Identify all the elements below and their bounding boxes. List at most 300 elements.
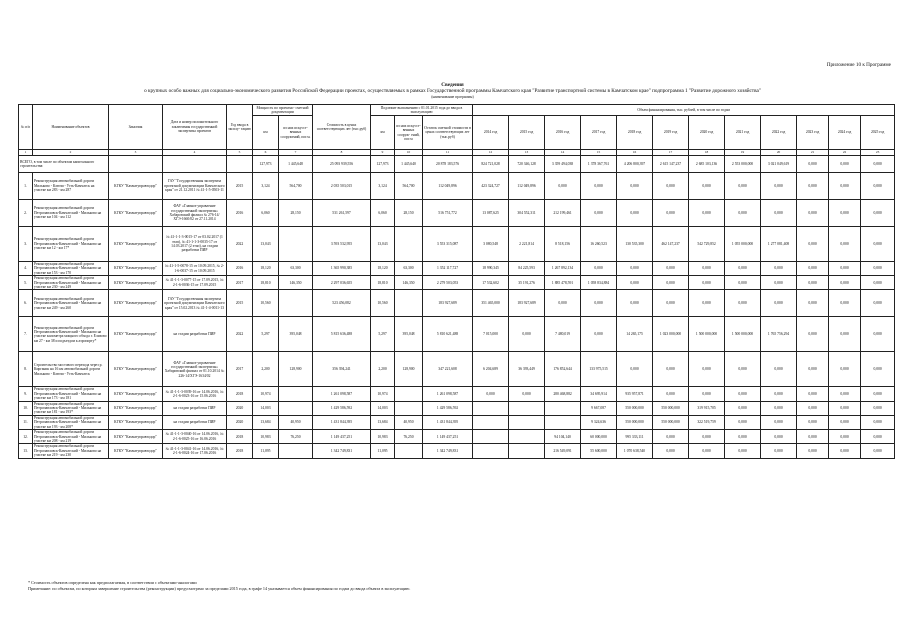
column-number: 5 (227, 150, 253, 156)
cell-year-value: 212 199,461 (545, 200, 581, 227)
cell-cust: КГКУ "Камчатуправтодор" (109, 352, 163, 387)
cell-year-value: 0,000 (689, 444, 725, 458)
cell-year-value: 0,000 (581, 317, 617, 352)
column-number: 23 (861, 150, 895, 156)
total-approval (163, 156, 227, 173)
cell-rem: 112 049,896 (423, 173, 473, 200)
cell-year-value: 0,000 (617, 173, 653, 200)
cell-dkm: 10,983 (371, 430, 395, 444)
cell-year-value: 16 260,523 (581, 227, 617, 262)
projects-table-body (19, 156, 895, 459)
cell-year-value: 0,000 (861, 227, 895, 262)
cell-year-value: 0,000 (861, 276, 895, 290)
cell-approval: на стадии разработки ПИР (163, 415, 227, 429)
cell-year: 2017 (227, 352, 253, 387)
cell-cust: КГКУ "Камчатуправтодор" (109, 387, 163, 401)
cell-year-value: 112 049,896 (509, 173, 545, 200)
total-year-value: 0,000 (829, 156, 861, 173)
cell-cost: 1 365 990,385 (313, 262, 371, 276)
cell-year-value: 0,000 (689, 290, 725, 317)
total-km: 127,973 (253, 156, 279, 173)
header-year-2024: 2024 год (829, 116, 861, 150)
cell-year-value: 935 957,871 (617, 387, 653, 401)
total-year-value: 824 721,028 (473, 156, 509, 173)
cell-year-value: 0,000 (725, 415, 761, 429)
cell-km: 6,060 (253, 200, 279, 227)
cell-year-value: 60 000,000 (581, 430, 617, 444)
cell-km: 13,684 (253, 415, 279, 429)
header-year-2017: 2017 год (581, 116, 617, 150)
cell-year-value: 130 535,300 (617, 227, 653, 262)
cell-year-value: 0,000 (725, 387, 761, 401)
cell-year-value: 0,000 (861, 317, 895, 352)
cell-cust: КГКУ "Камчатуправтодор" (109, 200, 163, 227)
cell-year: 2018 (227, 430, 253, 444)
total-year-value: 0,000 (861, 156, 895, 173)
cell-year-value: 0,000 (617, 290, 653, 317)
cell-dm (395, 401, 423, 415)
cell-year-value: 55 600,000 (581, 444, 617, 458)
column-number: 11 (423, 150, 473, 156)
cell-dm: 63,300 (395, 262, 423, 276)
cell-dkm: 10,560 (371, 290, 395, 317)
cell-n: 11. (19, 415, 33, 429)
projects-table-wrapper (18, 104, 890, 459)
cell-year-value: 7 015,000 (473, 317, 509, 352)
column-number: 22 (829, 150, 861, 156)
cell-cust: КГКУ "Камчатуправтодор" (109, 262, 163, 276)
projects-table (18, 104, 895, 459)
cell-km: 13,043 (253, 227, 279, 262)
column-number: 4 (163, 150, 227, 156)
cell-year-value: 0,000 (797, 444, 829, 458)
column-number: 20 (761, 150, 797, 156)
cell-rem: 1 352 117,727 (423, 262, 473, 276)
cell-year-value: 14 265,175 (617, 317, 653, 352)
cell-cost: 1 429 586,592 (313, 401, 371, 415)
cell-year-value: 0,000 (829, 430, 861, 444)
total-row (19, 156, 895, 173)
cell-year-value: 0,000 (653, 352, 689, 387)
cell-year-value: 0,000 (829, 444, 861, 458)
cell-year-value: 0,000 (797, 262, 829, 276)
cell-year-value: 550 000,000 (653, 401, 689, 415)
cell-year-value: 0,000 (761, 430, 797, 444)
cell-name: Реконструкция автомобильной дороги Петропавловск-Камчатский - Мильково на участке км 12 - км 17* (33, 227, 109, 262)
cell-year-value: 35 191,276 (509, 276, 545, 290)
column-number: 18 (689, 150, 725, 156)
cell-cust: КГКУ "Камчатуправтодор" (109, 227, 163, 262)
cell-year-value: 0,000 (761, 200, 797, 227)
cell-dkm: 5,297 (371, 317, 395, 352)
cell-year-value: 6 204,689 (473, 352, 509, 387)
cell-approval: № 41-1-1-3-0077-15 от 17.09.2015, № 2-1-6-0036-15 от 17.09.2015 (163, 276, 227, 290)
cell-m: 128,900 (279, 352, 313, 387)
cell-year-value: 13 087,625 (473, 200, 509, 227)
title-line-1: Сведения (441, 82, 464, 88)
cell-km: 3,124 (253, 173, 279, 200)
cell-rem: 2 279 503,053 (423, 276, 473, 290)
cell-year-value: 0,000 (725, 173, 761, 200)
cell-year-value: 0,000 (829, 401, 861, 415)
cell-year-value: 0,000 (829, 227, 861, 262)
column-number: 3 (109, 150, 163, 156)
title-line-2: о крупных особо важных для социально-экономического развития Российской Федерации проектах, осуществляемых в рамках Государственной программы Камчатского края "Развитие транспортной системы в Камчатском крае" подпрограмма 1 "Развитие дорожного хозяйства" (144, 88, 761, 94)
cell-rem: 347 221,608 (423, 352, 473, 387)
cell-year-value: 36 393,449 (509, 352, 545, 387)
cell-n: 9. (19, 387, 33, 401)
cell-year-value: 9 324,636 (581, 415, 617, 429)
appendix-label: Приложение 10 к Программе (826, 62, 891, 68)
column-number: 10 (395, 150, 423, 156)
cell-year-value: 84 225,593 (509, 262, 545, 276)
cell-year-value: 550 000,000 (617, 415, 653, 429)
cell-year-value: 0,000 (689, 352, 725, 387)
header-year-2015: 2015 год (509, 116, 545, 150)
header-funding: Объем финансирования, тыс. рублей, в том числе по годам (473, 105, 895, 116)
cell-year-value (545, 401, 581, 415)
header-capacity: Мощность по проектно- сметной документации (253, 105, 313, 116)
header-cost: Стоимость в ценах соответствующих лет (тыс.руб) (313, 105, 371, 150)
cell-cost: 5 815 636,488 (313, 317, 371, 352)
cell-cost: 1 149 437,251 (313, 430, 371, 444)
cell-year-value: 351 465,000 (473, 290, 509, 317)
cell-m (279, 401, 313, 415)
column-number: 9 (371, 150, 395, 156)
document-title (0, 82, 905, 100)
column-number: 8 (313, 150, 371, 156)
cell-year-value: 0,000 (761, 262, 797, 276)
cell-dkm: 13,043 (371, 227, 395, 262)
cell-year-value: 0,000 (545, 290, 581, 317)
table-row (19, 200, 895, 227)
cell-year-value (473, 430, 509, 444)
table-row (19, 387, 895, 401)
cell-n: 10. (19, 401, 33, 415)
cell-year: 2018 (227, 444, 253, 458)
cell-year-value (545, 415, 581, 429)
cell-dm: 146,350 (395, 276, 423, 290)
cell-year-value: 0,000 (653, 387, 689, 401)
column-number: 15 (581, 150, 617, 156)
cell-year-value: 0,000 (829, 290, 861, 317)
header-year-2021: 2021 год (725, 116, 761, 150)
cell-cust: КГКУ "Камчатуправтодор" (109, 290, 163, 317)
table-row (19, 352, 895, 387)
header-name: Наименование объектов (33, 105, 109, 150)
cell-year-value: 0,000 (761, 173, 797, 200)
cell-rem: 1 431 844,395 (423, 415, 473, 429)
cell-year-value: 0,000 (761, 387, 797, 401)
total-year-value: 3 359 494,038 (545, 156, 581, 173)
cell-year-value: 0,000 (581, 290, 617, 317)
column-number: 21 (797, 150, 829, 156)
cell-year-value (509, 430, 545, 444)
cell-dm (395, 227, 423, 262)
cell-rem: 1 429 586,592 (423, 401, 473, 415)
cell-year-value: 0,000 (761, 444, 797, 458)
cell-year-value: 0,000 (829, 415, 861, 429)
cell-year-value: 8 518,156 (545, 227, 581, 262)
total-remaining: 20 878 183,576 (423, 156, 473, 173)
cell-dkm: 18,120 (371, 262, 395, 276)
cell-n: 12. (19, 430, 33, 444)
cell-year-value: 0,000 (617, 200, 653, 227)
total-year-value: 720 346,128 (509, 156, 545, 173)
header-year-2025: 2025 год (861, 116, 895, 150)
cell-year-value: 2 221,814 (509, 227, 545, 262)
cell-year-value: 0,000 (725, 352, 761, 387)
cell-year-value: 0,000 (761, 352, 797, 387)
cell-cust: КГКУ "Камчатуправтодор" (109, 415, 163, 429)
cell-approval: № 41-1-1-3-0040-16 от 14.06.2016, № 2-1-6-0025-16 от 16.06.2016 (163, 430, 227, 444)
cell-year-value: 1 500 000,000 (725, 317, 761, 352)
cell-name: Реконструкция автомобильной дороги Петропавловск-Камчатский - Мильково на участке км 219 - км 230 (33, 444, 109, 458)
cell-name: Реконструкция автомобильной дороги Петропавловск-Камчатский - Мильково на участке км 249 - км 260 (33, 290, 109, 317)
table-row (19, 444, 895, 458)
cell-year: 2022 (227, 227, 253, 262)
total-dkm: 127,973 (371, 156, 395, 173)
column-number: 1 (19, 150, 33, 156)
cell-dkm: 10,974 (371, 387, 395, 401)
cell-approval: № 41-1-1-3-0041-16 от 14.06.2016, № 2-1-6-0024-16 от 17.06.2016 (163, 444, 227, 458)
header-year-2022: 2022 год (761, 116, 797, 150)
cell-year-value: 0,000 (725, 262, 761, 276)
cell-cust: КГКУ "Камчатуправтодор" (109, 317, 163, 352)
cell-year-value: 0,000 (861, 200, 895, 227)
header-capacity-km: км (253, 116, 279, 150)
cell-name: Реконструкция автомобильной дороги Петропавловск-Камчатский - Мильково на участке км 181 - км 193* (33, 401, 109, 415)
cell-dm: 76,250 (395, 430, 423, 444)
cell-year-value: 0,000 (473, 387, 509, 401)
table-row (19, 227, 895, 262)
cell-year-value: 216 549,091 (545, 444, 581, 458)
cell-year-value: 0,000 (653, 200, 689, 227)
total-year-value: 3 021 049,619 (761, 156, 797, 173)
footnote-1: * Стоимость объектов определена как предполагаемая, в соответствии с объектами-аналогами (28, 580, 197, 585)
cell-dm (395, 387, 423, 401)
table-row (19, 430, 895, 444)
total-year-value: 2 553 000,000 (725, 156, 761, 173)
cell-cost: 1 261 098,587 (313, 387, 371, 401)
cell-rem: 3 553 315,087 (423, 227, 473, 262)
total-year-value: 0,000 (797, 156, 829, 173)
cell-year-value: 0,000 (617, 352, 653, 387)
cell-year-value: 0,000 (761, 401, 797, 415)
cell-year-value: 0,000 (797, 290, 829, 317)
cell-year-value: 0,000 (689, 262, 725, 276)
cell-approval: ГАУ "Государственная экспертиза проектной документации Камчатского края" от 15.02.2013 № 41-1-4-0011-13 (163, 290, 227, 317)
total-year-value: 4 206 800,397 (617, 156, 653, 173)
header-year-2018: 2018 год (617, 116, 653, 150)
cell-km: 5,297 (253, 317, 279, 352)
cell-year-value: 0,000 (861, 262, 895, 276)
cell-year-value: 0,000 (829, 173, 861, 200)
cell-cust: КГКУ "Камчатуправтодор" (109, 173, 163, 200)
cell-year-value: 0,000 (689, 387, 725, 401)
cell-n: 7. (19, 317, 33, 352)
cell-cost: 356 394,241 (313, 352, 371, 387)
cell-dkm: 13,684 (371, 415, 395, 429)
cell-year-value: 1 055 000,000 (725, 227, 761, 262)
cell-cost: 1 431 844,395 (313, 415, 371, 429)
table-row (19, 276, 895, 290)
header-year-2020: 2020 год (689, 116, 725, 150)
cell-year: 2020 (227, 401, 253, 415)
cell-year-value: 17 532,602 (473, 276, 509, 290)
cell-name: Строительство мостового перехода через р. Кирганик на 16 км автомобильной дороги Мильково - Ключи - Усть-Камчатск (33, 352, 109, 387)
header-year-2016: 2016 год (545, 116, 581, 150)
cell-year-value: 176 852,644 (545, 352, 581, 387)
cell-m: 146,350 (279, 276, 313, 290)
cell-km: 18,120 (253, 262, 279, 276)
cell-year-value: 0,000 (725, 401, 761, 415)
cell-year-value: 1 277 081,408 (761, 227, 797, 262)
cell-n: 6. (19, 290, 33, 317)
cell-km: 10,560 (253, 290, 279, 317)
header-year-2014: 2014 год (473, 116, 509, 150)
cell-year-value: 0,000 (725, 276, 761, 290)
cell-year-value: 9 667,087 (581, 401, 617, 415)
total-year-value: 1 378 367,761 (581, 156, 617, 173)
table-row (19, 401, 895, 415)
cell-m (279, 387, 313, 401)
cell-year-value (509, 444, 545, 458)
header-capacity-incl: из них искусст- венных сооружений, пог.м. (279, 116, 313, 150)
header-year: Год ввода в эксплу- тацию (227, 105, 253, 150)
column-number: 2 (33, 150, 109, 156)
cell-n: 5. (19, 276, 33, 290)
cell-year-value: 0,000 (797, 227, 829, 262)
cell-year-value: 0,000 (797, 401, 829, 415)
cell-year-value: 0,000 (689, 173, 725, 200)
column-number: 6 (253, 150, 279, 156)
cell-year-value: 0,000 (861, 173, 895, 200)
cell-approval: ФАУ «Главное управление государственной экспертизы» Хабаровский филиал № 276-14/ХГЭ-1660/02 от 27.11.2014 (163, 200, 227, 227)
cell-year-value: 0,000 (829, 317, 861, 352)
cell-year-value: 0,000 (797, 276, 829, 290)
column-number: 14 (545, 150, 581, 156)
cell-year-value: 462 147,237 (653, 227, 689, 262)
cell-year-value: 1 500 000,000 (689, 317, 725, 352)
cell-year-value: 0,000 (509, 387, 545, 401)
cell-approval: на стадии разработки ПИР (163, 401, 227, 415)
header-done-km: км (371, 116, 395, 150)
cell-year-value: 0,000 (861, 444, 895, 458)
cell-cost: 523 456,082 (313, 290, 371, 317)
cell-approval: ГАУ "Государственная экспертиза проектной документации Камчатского края" от 21.12.2011 № 41-1-5-0503-11 (163, 173, 227, 200)
header-year-2019: 2019 год (653, 116, 689, 150)
cell-year-value: 7 480,019 (545, 317, 581, 352)
cell-km: 11,095 (253, 444, 279, 458)
cell-approval: ФАУ «Главное управление государственной экспертизы» Хабаровский филиал от 01.10.2014 № 226-14/ХГЭ-1634/02 (163, 352, 227, 387)
header-num: № п/п (19, 105, 33, 150)
cell-year-value: 34 695,914 (581, 387, 617, 401)
cell-cost: 2 297 036,655 (313, 276, 371, 290)
cell-name: Реконструкция автомобильной дороги Петропавловск-Камчатский - Мильково на участке км 208 - км 219 (33, 430, 109, 444)
cell-dkm: 3,124 (371, 173, 395, 200)
cell-cost: 531 261,597 (313, 200, 371, 227)
cell-year-value: 1 267 892,134 (545, 262, 581, 276)
cell-year-value: 995 333,111 (617, 430, 653, 444)
total-year-value: 2 615 147,237 (653, 156, 689, 173)
cell-n: 13. (19, 444, 33, 458)
cell-year-value (473, 415, 509, 429)
cell-n: 4. (19, 262, 33, 276)
cell-dm: 40,950 (395, 415, 423, 429)
cell-dkm: 14,003 (371, 401, 395, 415)
cell-year-value: 280 468,882 (545, 387, 581, 401)
cell-year-value: 0,000 (653, 444, 689, 458)
header-year-2023: 2023 год (797, 116, 829, 150)
cell-year-value: 18 990,345 (473, 262, 509, 276)
cell-name: Реконструкция автомобильной дороги Петропавловск-Камчатский - Мильково на участке км 104 - км 112 (33, 200, 109, 227)
cell-name: Реконструкция автомобильной дороги Петропавловск-Камчатский - Мильково на участке км 230 - км 249 (33, 276, 109, 290)
header-customer: Заказчик (109, 105, 163, 150)
cell-m: 28,150 (279, 200, 313, 227)
cell-cost: 2 035 503,015 (313, 173, 371, 200)
table-row (19, 262, 895, 276)
header-approval: Дата и номер положительного заключения государственной экспертизы проектов (163, 105, 227, 150)
cell-year-value (509, 401, 545, 415)
cell-rem: 1 149 437,251 (423, 430, 473, 444)
title-line-3: (наименование программы) (431, 95, 474, 99)
cell-year-value (473, 444, 509, 458)
cell-n: 1. (19, 173, 33, 200)
cell-year: 2015 (227, 290, 253, 317)
cell-km: 10,974 (253, 387, 279, 401)
table-row (19, 317, 895, 352)
total-label: ВСЕГО, в том числе по объектам капитального строительства: (19, 156, 109, 173)
column-number: 19 (725, 150, 761, 156)
cell-year-value: 0,000 (617, 276, 653, 290)
cell-year-value: 3 080,548 (473, 227, 509, 262)
cell-dm (395, 290, 423, 317)
cell-year-value: 0,000 (653, 290, 689, 317)
cell-rem: 1 261 098,587 (423, 387, 473, 401)
cell-dm: 128,900 (395, 352, 423, 387)
cell-year-value: 1 070 638,540 (617, 444, 653, 458)
header-remaining: Остаток сметной стоимости в ценах соответствующих лет (тыс.руб) (423, 116, 473, 150)
cell-year-value: 0,000 (617, 262, 653, 276)
header-done: Подлежит выполнению с 01.01.2015 года до ввода в эксплуатацию (371, 105, 473, 116)
column-number: 16 (617, 150, 653, 156)
cell-year-value: 0,000 (545, 173, 581, 200)
cell-year-value: 550 000,000 (653, 415, 689, 429)
cell-year-value: 0,000 (509, 317, 545, 352)
cell-km: 18,810 (253, 276, 279, 290)
total-m: 1 445,648 (279, 156, 313, 173)
cell-dkm: 6,060 (371, 200, 395, 227)
cell-dm: 395,048 (395, 317, 423, 352)
cell-year-value: 0,000 (861, 430, 895, 444)
cell-km: 2,200 (253, 352, 279, 387)
column-number: 7 (279, 150, 313, 156)
cell-year-value: 1 885 478,591 (545, 276, 581, 290)
cell-m (279, 290, 313, 317)
cell-m (279, 227, 313, 262)
cell-dkm: 11,095 (371, 444, 395, 458)
cell-dm: 564,700 (395, 173, 423, 200)
cell-km: 14,003 (253, 401, 279, 415)
cell-year: 2020 (227, 415, 253, 429)
cell-rem: 1 342 749,831 (423, 444, 473, 458)
column-number: 17 (653, 150, 689, 156)
cell-m: 63,300 (279, 262, 313, 276)
cell-year-value: 1 765 756,294 (761, 317, 797, 352)
cell-cust: КГКУ "Камчатуправтодор" (109, 430, 163, 444)
cell-year-value (473, 401, 509, 415)
